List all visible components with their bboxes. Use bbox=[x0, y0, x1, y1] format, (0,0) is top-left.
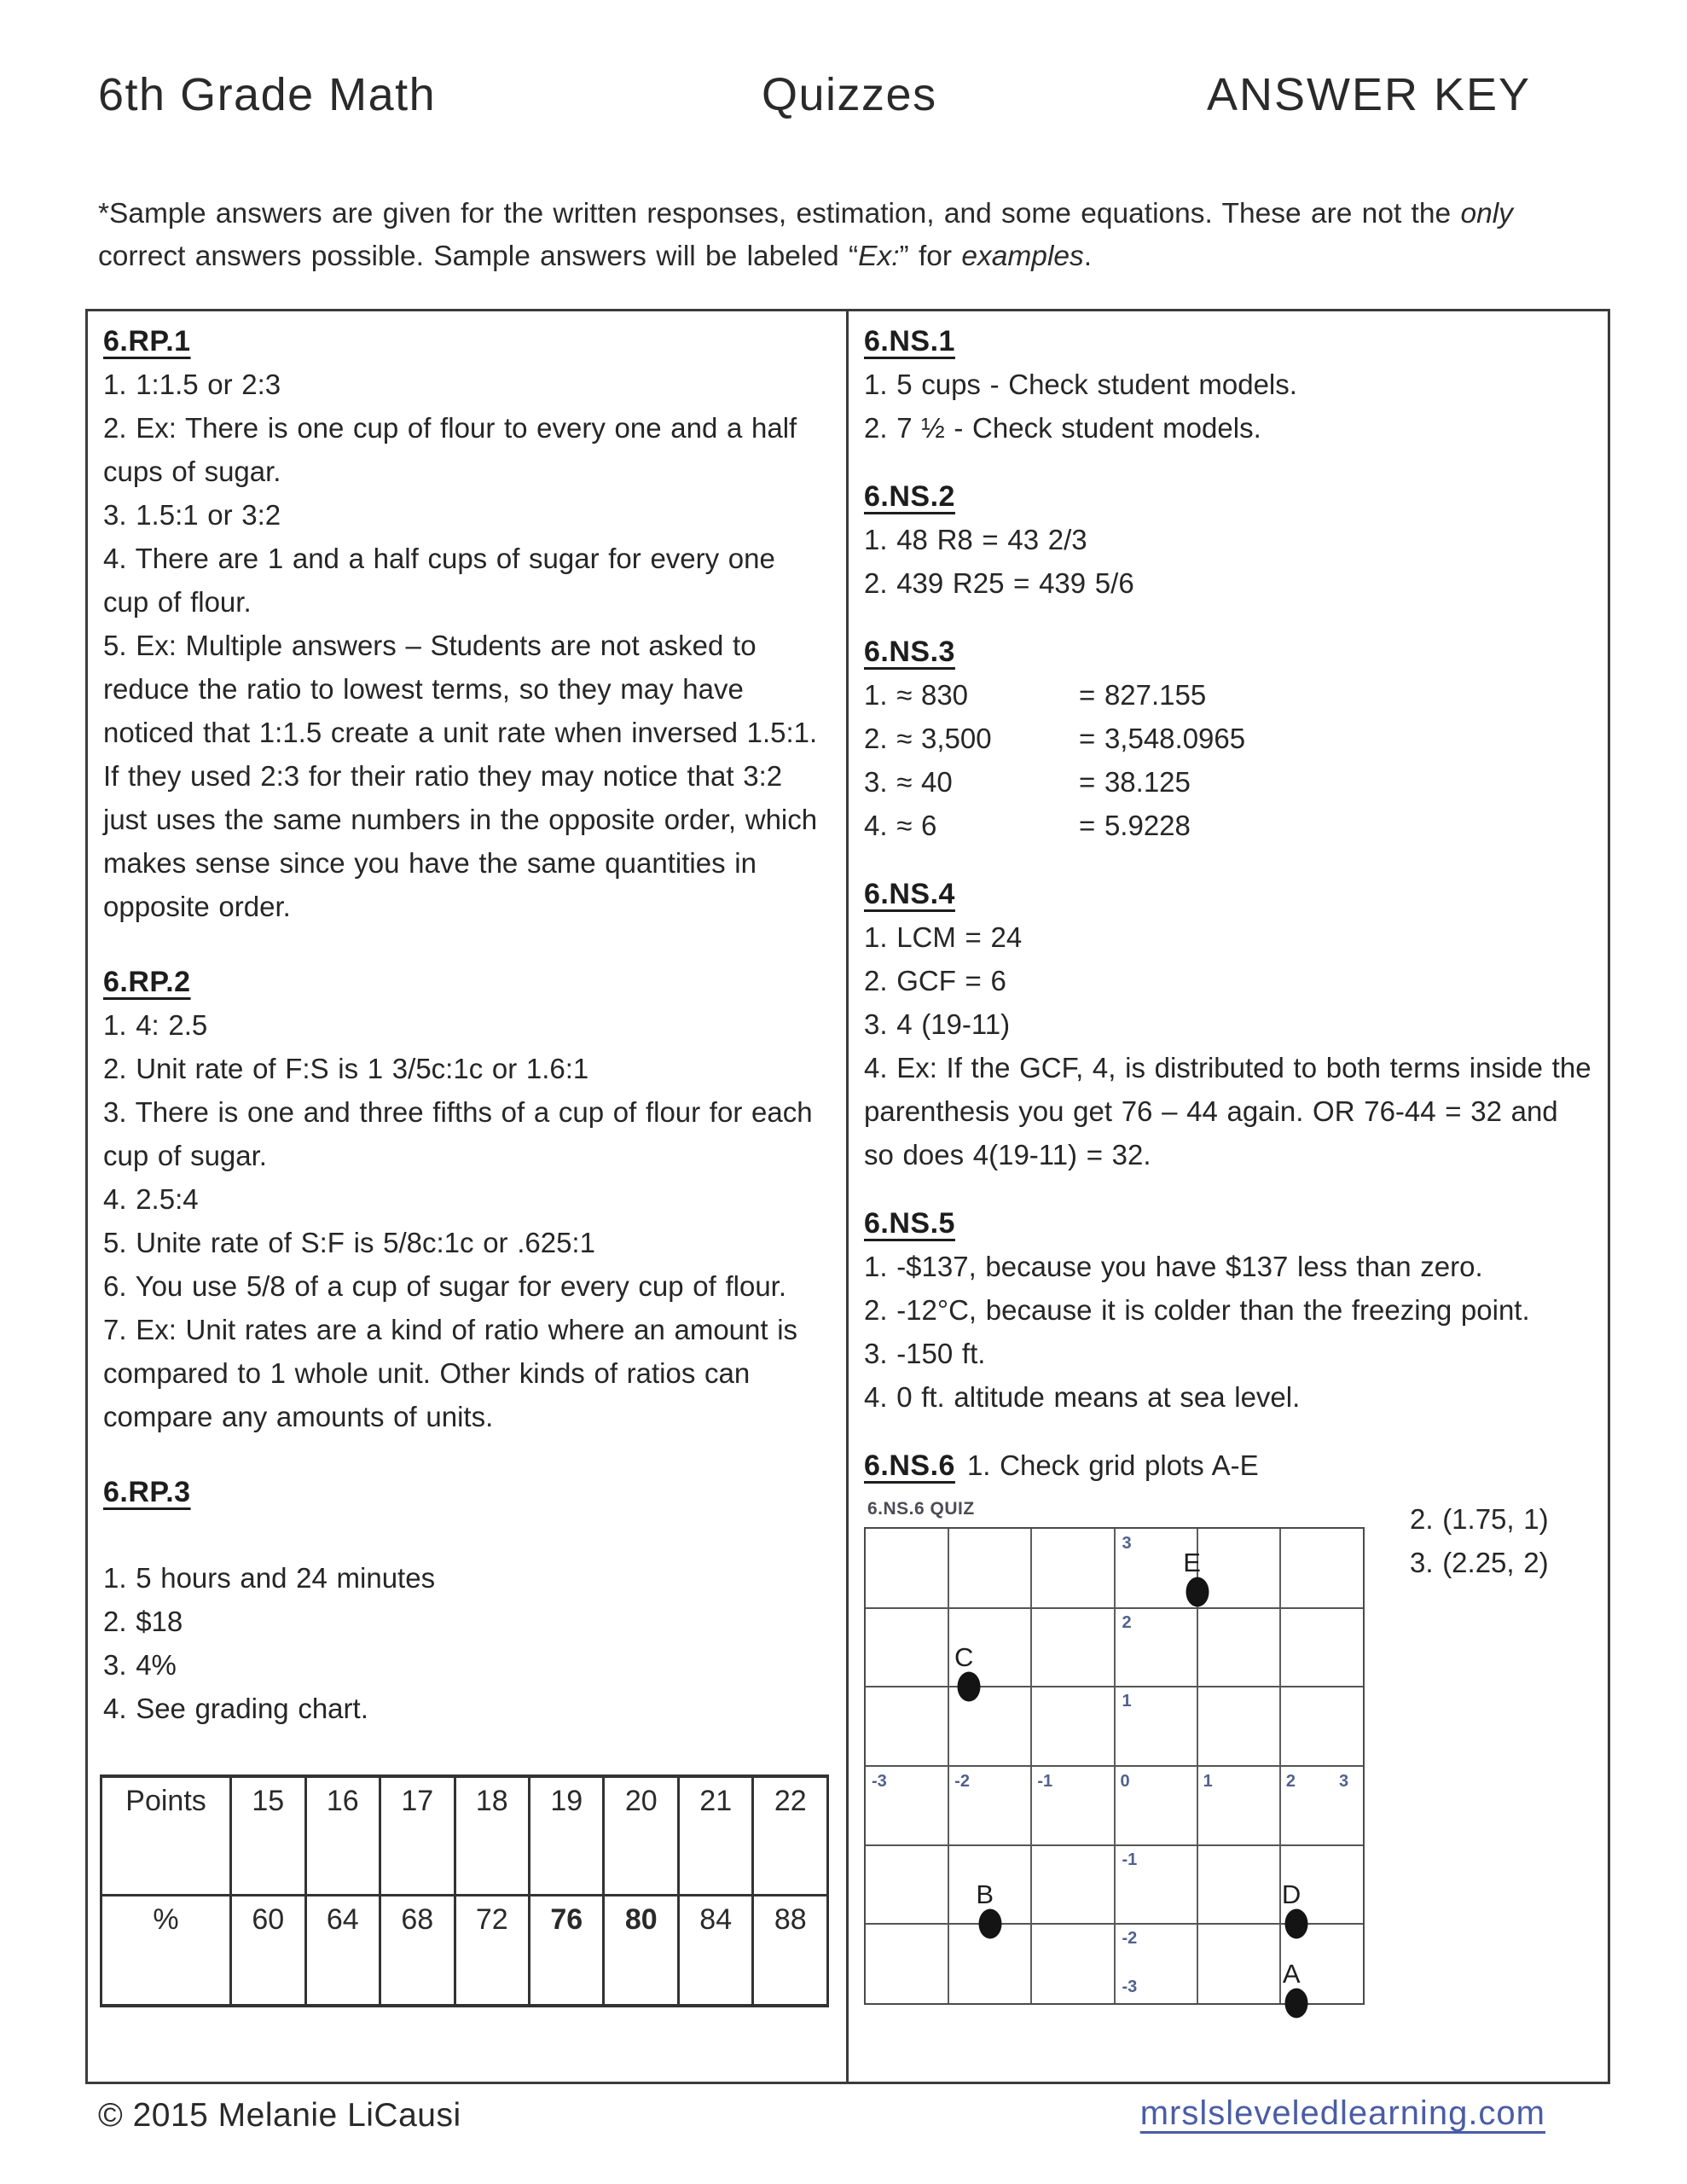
gridline-horizontal bbox=[866, 1686, 1363, 1687]
grading-cell: 18 bbox=[455, 1776, 529, 1896]
answer-line bbox=[864, 760, 1596, 804]
answer-line: 1. 5 cups - Check student models. bbox=[864, 369, 1297, 400]
section-6ns5 bbox=[864, 1202, 1596, 1419]
section-title: 6.NS.2 bbox=[864, 480, 955, 513]
answer-line: 6. You use 5/8 of a cup of sugar for every cup of flour. bbox=[103, 1270, 787, 1302]
copyright-text: © 2015 Melanie LiCausi bbox=[98, 2097, 461, 2134]
section-6ns2 bbox=[864, 475, 1596, 605]
intro-segment: ” for bbox=[899, 241, 962, 272]
point-label-C: C bbox=[954, 1642, 974, 1673]
estimate-value: 2. ≈ 3,500 bbox=[864, 723, 992, 754]
grading-cell: 72 bbox=[455, 1896, 529, 2007]
x-tick-label: -1 bbox=[1037, 1772, 1053, 1791]
section-title: 6.RP.1 bbox=[103, 325, 191, 357]
grading-cell: 16 bbox=[305, 1776, 380, 1896]
answer-line: 1. LCM = 24 bbox=[864, 921, 1023, 953]
exact-value: = 3,548.0965 bbox=[1079, 723, 1246, 754]
answer-line: 3. 4% bbox=[103, 1649, 177, 1681]
point-C bbox=[958, 1672, 981, 1702]
section-items bbox=[864, 518, 1596, 605]
section-6rp3 bbox=[103, 1471, 829, 1730]
answer-line: 3. There is one and three fifths of a cup of flour for each cup of sugar. bbox=[103, 1096, 813, 1171]
answer-line: 2. Ex: There is one cup of flour to every one and a half cups of sugar. bbox=[103, 412, 797, 487]
x-tick-label: -3 bbox=[872, 1772, 887, 1791]
page-subtitle: Quizzes bbox=[762, 69, 937, 120]
answer-line: 1. 1:1.5 or 2:3 bbox=[103, 369, 281, 400]
section-6rp2 bbox=[103, 961, 829, 1438]
grading-cell: 15 bbox=[231, 1776, 305, 1896]
grading-cell: 88 bbox=[753, 1896, 828, 2007]
grading-cell: 76 bbox=[530, 1896, 604, 2007]
x-tick-label: 0 bbox=[1120, 1772, 1130, 1791]
coordinate-grid bbox=[864, 1527, 1365, 2005]
answer-line bbox=[864, 717, 1596, 760]
answer-line: 3. 1.5:1 or 3:2 bbox=[103, 499, 281, 531]
grading-cell: 22 bbox=[753, 1776, 828, 1896]
answer-line: 3. (2.25, 2) bbox=[1410, 1547, 1549, 1578]
gridline-horizontal bbox=[866, 1844, 1363, 1846]
grading-cell: % bbox=[101, 1896, 231, 2007]
section-title: 6.RP.2 bbox=[103, 966, 191, 998]
grading-chart-table bbox=[100, 1774, 829, 2007]
section-items bbox=[864, 363, 1596, 450]
section-title: 6.NS.6 bbox=[864, 1449, 955, 1482]
answer-line: 4. Ex: If the GCF, 4, is distributed to both terms inside the parenthesis you get 76 – 44 again. OR 76-44 = 32 and so does 4(19-11) = 32. bbox=[864, 1052, 1591, 1170]
estimate-value: 4. ≈ 6 bbox=[864, 810, 937, 841]
section-items bbox=[864, 1245, 1596, 1419]
answer-line: 4. 2.5:4 bbox=[103, 1183, 199, 1215]
section-title: 6.NS.4 bbox=[864, 878, 955, 910]
grading-cell: 64 bbox=[305, 1896, 380, 2007]
answer-line: 4. There are 1 and a half cups of sugar for every one cup of flour. bbox=[103, 543, 775, 618]
y-tick-label: -3 bbox=[1122, 1978, 1138, 1996]
section-6ns1 bbox=[864, 320, 1596, 450]
answer-line: 2. 439 R25 = 439 5/6 bbox=[864, 567, 1134, 599]
grading-cell: 17 bbox=[380, 1776, 455, 1896]
answer-line: 4. 0 ft. altitude means at sea level. bbox=[864, 1381, 1301, 1413]
x-tick-label: -2 bbox=[954, 1772, 970, 1791]
answer-line: 1. 48 R8 = 43 2/3 bbox=[864, 524, 1087, 555]
section-6rp1 bbox=[103, 320, 829, 928]
section-title: 6.NS.5 bbox=[864, 1207, 955, 1240]
section-title: 6.NS.3 bbox=[864, 636, 955, 668]
grading-cell: 84 bbox=[678, 1896, 752, 2007]
answer-line: 5. Unite rate of S:F is 5/8c:1c or .625:1 bbox=[103, 1227, 595, 1258]
y-tick-label: 3 bbox=[1122, 1534, 1132, 1553]
answer-line: 3. 4 (19-11) bbox=[864, 1008, 1011, 1040]
point-B bbox=[978, 1909, 1001, 1939]
grading-cell: 20 bbox=[604, 1776, 678, 1896]
page-title: 6th Grade Math bbox=[98, 69, 437, 120]
table-row bbox=[101, 1776, 828, 1896]
y-tick-label: -2 bbox=[1122, 1929, 1138, 1949]
grading-cell: 19 bbox=[530, 1776, 604, 1896]
intro-segment: only bbox=[1460, 198, 1513, 229]
answer-line: 4. See grading chart. bbox=[103, 1693, 368, 1724]
grading-cell: 60 bbox=[231, 1896, 305, 2007]
table-row bbox=[101, 1896, 828, 2007]
section-6ns4 bbox=[864, 873, 1596, 1176]
section-items bbox=[103, 1003, 829, 1438]
estimate-value: 1. ≈ 830 bbox=[864, 679, 969, 711]
x-tick-label: 1 bbox=[1203, 1772, 1213, 1791]
answer-line bbox=[864, 804, 1596, 847]
answer-line: 1. -$137, because you have $137 less than zero. bbox=[864, 1251, 1483, 1282]
answer-line: 1. Check grid plots A-E bbox=[966, 1449, 1259, 1481]
point-D bbox=[1285, 1909, 1308, 1939]
section-6ns6 bbox=[864, 1444, 1596, 1487]
answer-line: 2. 7 ½ - Check student models. bbox=[864, 412, 1261, 444]
grid-answers bbox=[1410, 1497, 1549, 1584]
answer-line: 2. -12°C, because it is colder than the freezing point. bbox=[864, 1294, 1530, 1326]
intro-segment: examples bbox=[961, 241, 1084, 272]
right-column bbox=[846, 311, 1608, 2082]
answer-line: 3. -150 ft. bbox=[864, 1338, 986, 1369]
y-tick-label: -1 bbox=[1122, 1850, 1138, 1869]
answer-line: 2. Unit rate of F:S is 1 3/5c:1c or 1.6:1 bbox=[103, 1053, 589, 1084]
exact-value: = 38.125 bbox=[1079, 766, 1191, 798]
point-A bbox=[1285, 1989, 1308, 2018]
x-tick-label: 3 bbox=[1339, 1772, 1349, 1791]
y-tick-label: 2 bbox=[1122, 1612, 1132, 1632]
answer-line bbox=[864, 673, 1596, 717]
x-tick-label: 2 bbox=[1285, 1772, 1296, 1791]
intro-segment: *Sample answers are given for the written responses, estimation, and some equations. These are not the bbox=[98, 198, 1461, 229]
grading-cell: Points bbox=[101, 1776, 231, 1896]
answer-line: 2. GCF = 6 bbox=[864, 965, 1006, 996]
exact-value: = 827.155 bbox=[1079, 679, 1207, 711]
section-title: 6.NS.1 bbox=[864, 325, 955, 357]
section-6ns3 bbox=[864, 630, 1596, 847]
grading-cell: 80 bbox=[604, 1896, 678, 2007]
section-items bbox=[864, 673, 1596, 847]
answer-line: 2. $18 bbox=[103, 1606, 183, 1637]
intro-segment: correct answers possible. Sample answers will be labeled “ bbox=[98, 241, 859, 272]
intro-segment: . bbox=[1083, 241, 1093, 272]
point-label-A: A bbox=[1282, 1959, 1301, 1989]
left-column bbox=[88, 311, 846, 2082]
point-E bbox=[1186, 1577, 1209, 1607]
section-title: 6.RP.3 bbox=[103, 1476, 191, 1508]
gridline-horizontal bbox=[866, 1607, 1363, 1609]
answer-key-label: ANSWER KEY bbox=[1207, 69, 1532, 120]
intro-note bbox=[98, 193, 1574, 278]
website-link[interactable]: mrslsleveledlearning.com bbox=[1139, 2094, 1545, 2132]
answer-line: 1. 4: 2.5 bbox=[103, 1009, 208, 1041]
grading-cell: 21 bbox=[678, 1776, 752, 1896]
point-label-B: B bbox=[976, 1879, 994, 1910]
answer-line: 7. Ex: Unit rates are a kind of ratio where an amount is compared to 1 whole unit. Other kinds of ratios can compare any amounts of units. bbox=[103, 1314, 798, 1432]
answer-line: 5. Ex: Multiple answers – Students are not asked to reduce the ratio to lowest terms, so they may have noticed that 1:1.5 create a unit rate when inversed 1.5:1. If they used 2:3 for their ratio they may notice that 3:2 just uses the same numbers in the opposite order, which makes sense since you have the same quantities in opposite order. bbox=[103, 630, 818, 922]
point-label-D: D bbox=[1281, 1879, 1301, 1910]
answer-line: 2. (1.75, 1) bbox=[1410, 1503, 1549, 1535]
estimate-value: 3. ≈ 40 bbox=[864, 766, 953, 798]
answer-box bbox=[85, 309, 1610, 2084]
point-label-E: E bbox=[1183, 1548, 1201, 1578]
intro-segment: Ex: bbox=[858, 241, 900, 272]
answer-line: 1. 5 hours and 24 minutes bbox=[103, 1562, 436, 1594]
grid-plot-title: 6.NS.6 QUIZ bbox=[867, 1499, 975, 1519]
y-tick-label: 1 bbox=[1122, 1692, 1132, 1711]
gridline-horizontal bbox=[866, 1765, 1363, 1767]
section-items bbox=[103, 363, 829, 928]
section-items bbox=[864, 915, 1596, 1176]
grading-cell: 68 bbox=[380, 1896, 455, 2007]
coordinate-grid-area bbox=[864, 1499, 1596, 2045]
section-items bbox=[103, 1556, 829, 1730]
exact-value: = 5.9228 bbox=[1079, 810, 1191, 841]
